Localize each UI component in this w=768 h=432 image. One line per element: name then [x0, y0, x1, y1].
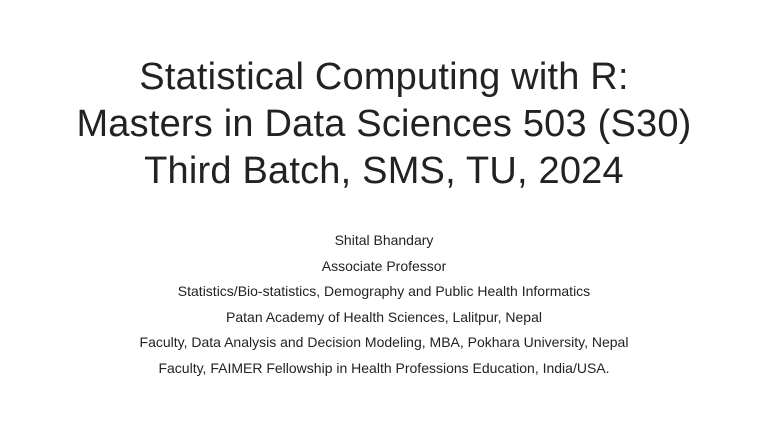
presenter-position: Associate Professor — [321, 257, 447, 274]
title-line-course: Statistical Computing with R: — [139, 56, 629, 98]
title-line-batch: Third Batch, SMS, TU, 2024 — [144, 150, 624, 192]
presenter-institution: Patan Academy of Health Sciences, Lalitpur, Nepal — [226, 308, 542, 325]
title-line-program: Masters in Data Sciences 503 (S30) — [76, 103, 692, 145]
presenter-faculty-faimer: Faculty, FAIMER Fellowship in Health Professions Education, India/USA. — [158, 359, 610, 376]
slide-title — [40, 54, 728, 195]
presenter-faculty-mba: Faculty, Data Analysis and Decision Modeling, MBA, Pokhara University, Nepal — [139, 334, 629, 350]
presenter-name: Shital Bhandary — [334, 232, 434, 248]
presenter-specialization: Statistics/Bio-statistics, Demography and Public Health Informatics — [177, 283, 591, 299]
slide-subtitle — [40, 228, 728, 381]
